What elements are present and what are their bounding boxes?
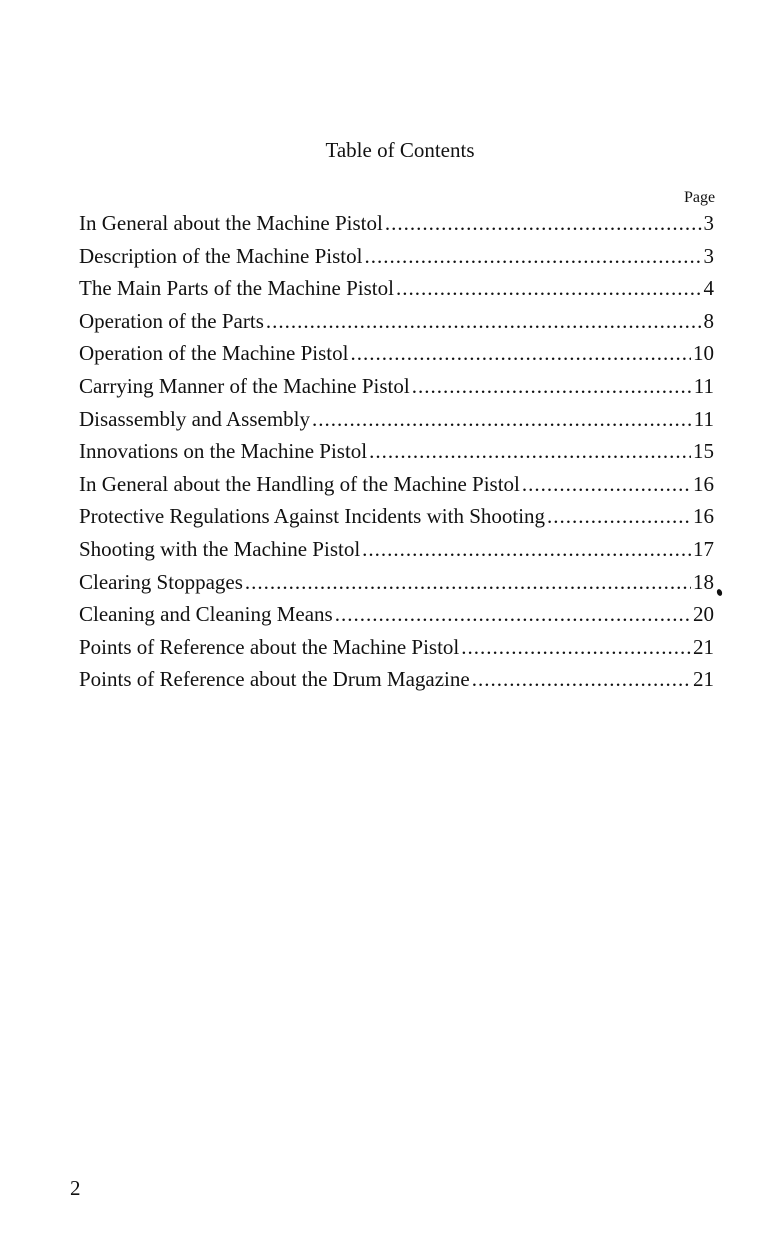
toc-entry-page: 3 [703,243,714,268]
toc-entry[interactable] [79,372,714,405]
toc-list [79,209,714,698]
toc-entry[interactable] [79,274,714,307]
toc-entry-label: The Main Parts of the Machine Pistol [79,276,394,301]
page-column-header: Page [684,189,716,206]
dot-leader [547,502,691,530]
toc-entry-page: 3 [703,211,714,235]
toc-entry-page: 10 [693,341,714,366]
dot-leader [385,209,702,237]
dot-leader [472,665,691,693]
toc-entry[interactable] [79,665,714,698]
dot-leader [335,600,691,628]
dot-leader [412,372,692,400]
dot-leader [245,568,691,596]
dot-leader [362,535,691,563]
toc-entry-label: Operation of the Machine Pistol [79,341,349,366]
toc-entry-page: 16 [693,471,714,496]
dot-leader [369,437,691,465]
page-title: Table of Contents [325,138,475,162]
toc-entry[interactable] [79,339,714,372]
scan-speck [716,588,723,596]
toc-entry-page: 16 [693,504,714,529]
toc-entry[interactable] [79,535,714,568]
page-number: 2 [70,1176,81,1200]
toc-entry[interactable] [79,437,714,470]
toc-entry[interactable] [79,405,714,438]
dot-leader [461,633,691,661]
toc-entry[interactable] [79,307,714,340]
toc-entry-label: In General about the Machine Pistol [79,211,383,235]
toc-entry-label: Description of the Machine Pistol [79,243,363,268]
toc-entry-page: 15 [693,439,714,464]
toc-entry-page: 17 [693,536,714,561]
toc-entry-page: 4 [703,276,714,301]
toc-entry-page: 11 [693,406,714,431]
toc-entry-page: 21 [693,667,714,692]
toc-entry-label: Cleaning and Cleaning Means [79,602,333,627]
dot-leader [522,470,691,498]
toc-entry-label: Disassembly and Assembly [79,406,310,431]
toc-entry-label: Innovations on the Machine Pistol [79,439,368,464]
toc-entry[interactable] [79,600,714,633]
toc-entry[interactable] [79,242,714,275]
toc-entry-page: 21 [693,634,714,659]
toc-entry-label: Points of Reference about the Machine Pistol [79,634,460,659]
toc-entry-label: Clearing Stoppages [79,569,243,594]
toc-entry-page: 8 [703,308,714,333]
dot-leader [364,242,701,270]
toc-entry-page: 18 [693,569,714,594]
toc-entry[interactable] [79,502,714,535]
toc-entry-page: 20 [693,602,714,627]
toc-entry-label: Points of Reference about the Drum Magazine [79,667,470,692]
dot-leader [350,339,691,367]
toc-entry-label: Carrying Manner of the Machine Pistol [79,373,410,398]
toc-entry-page: 11 [693,373,714,398]
toc-entry[interactable] [79,633,714,666]
toc-entry-label: Operation of the Parts [79,308,264,333]
toc-entry[interactable] [79,568,714,601]
toc-entry-label: Protective Regulations Against Incidents with Shooting [79,504,546,529]
toc-entry[interactable] [79,209,714,242]
dot-leader [396,274,702,302]
toc-entry-label: In General about the Handling of the Machine Pistol [79,471,520,496]
dot-leader [266,307,702,335]
toc-entry-label: Shooting with the Machine Pistol [79,536,361,561]
toc-entry[interactable] [79,470,714,503]
dot-leader [312,405,692,433]
